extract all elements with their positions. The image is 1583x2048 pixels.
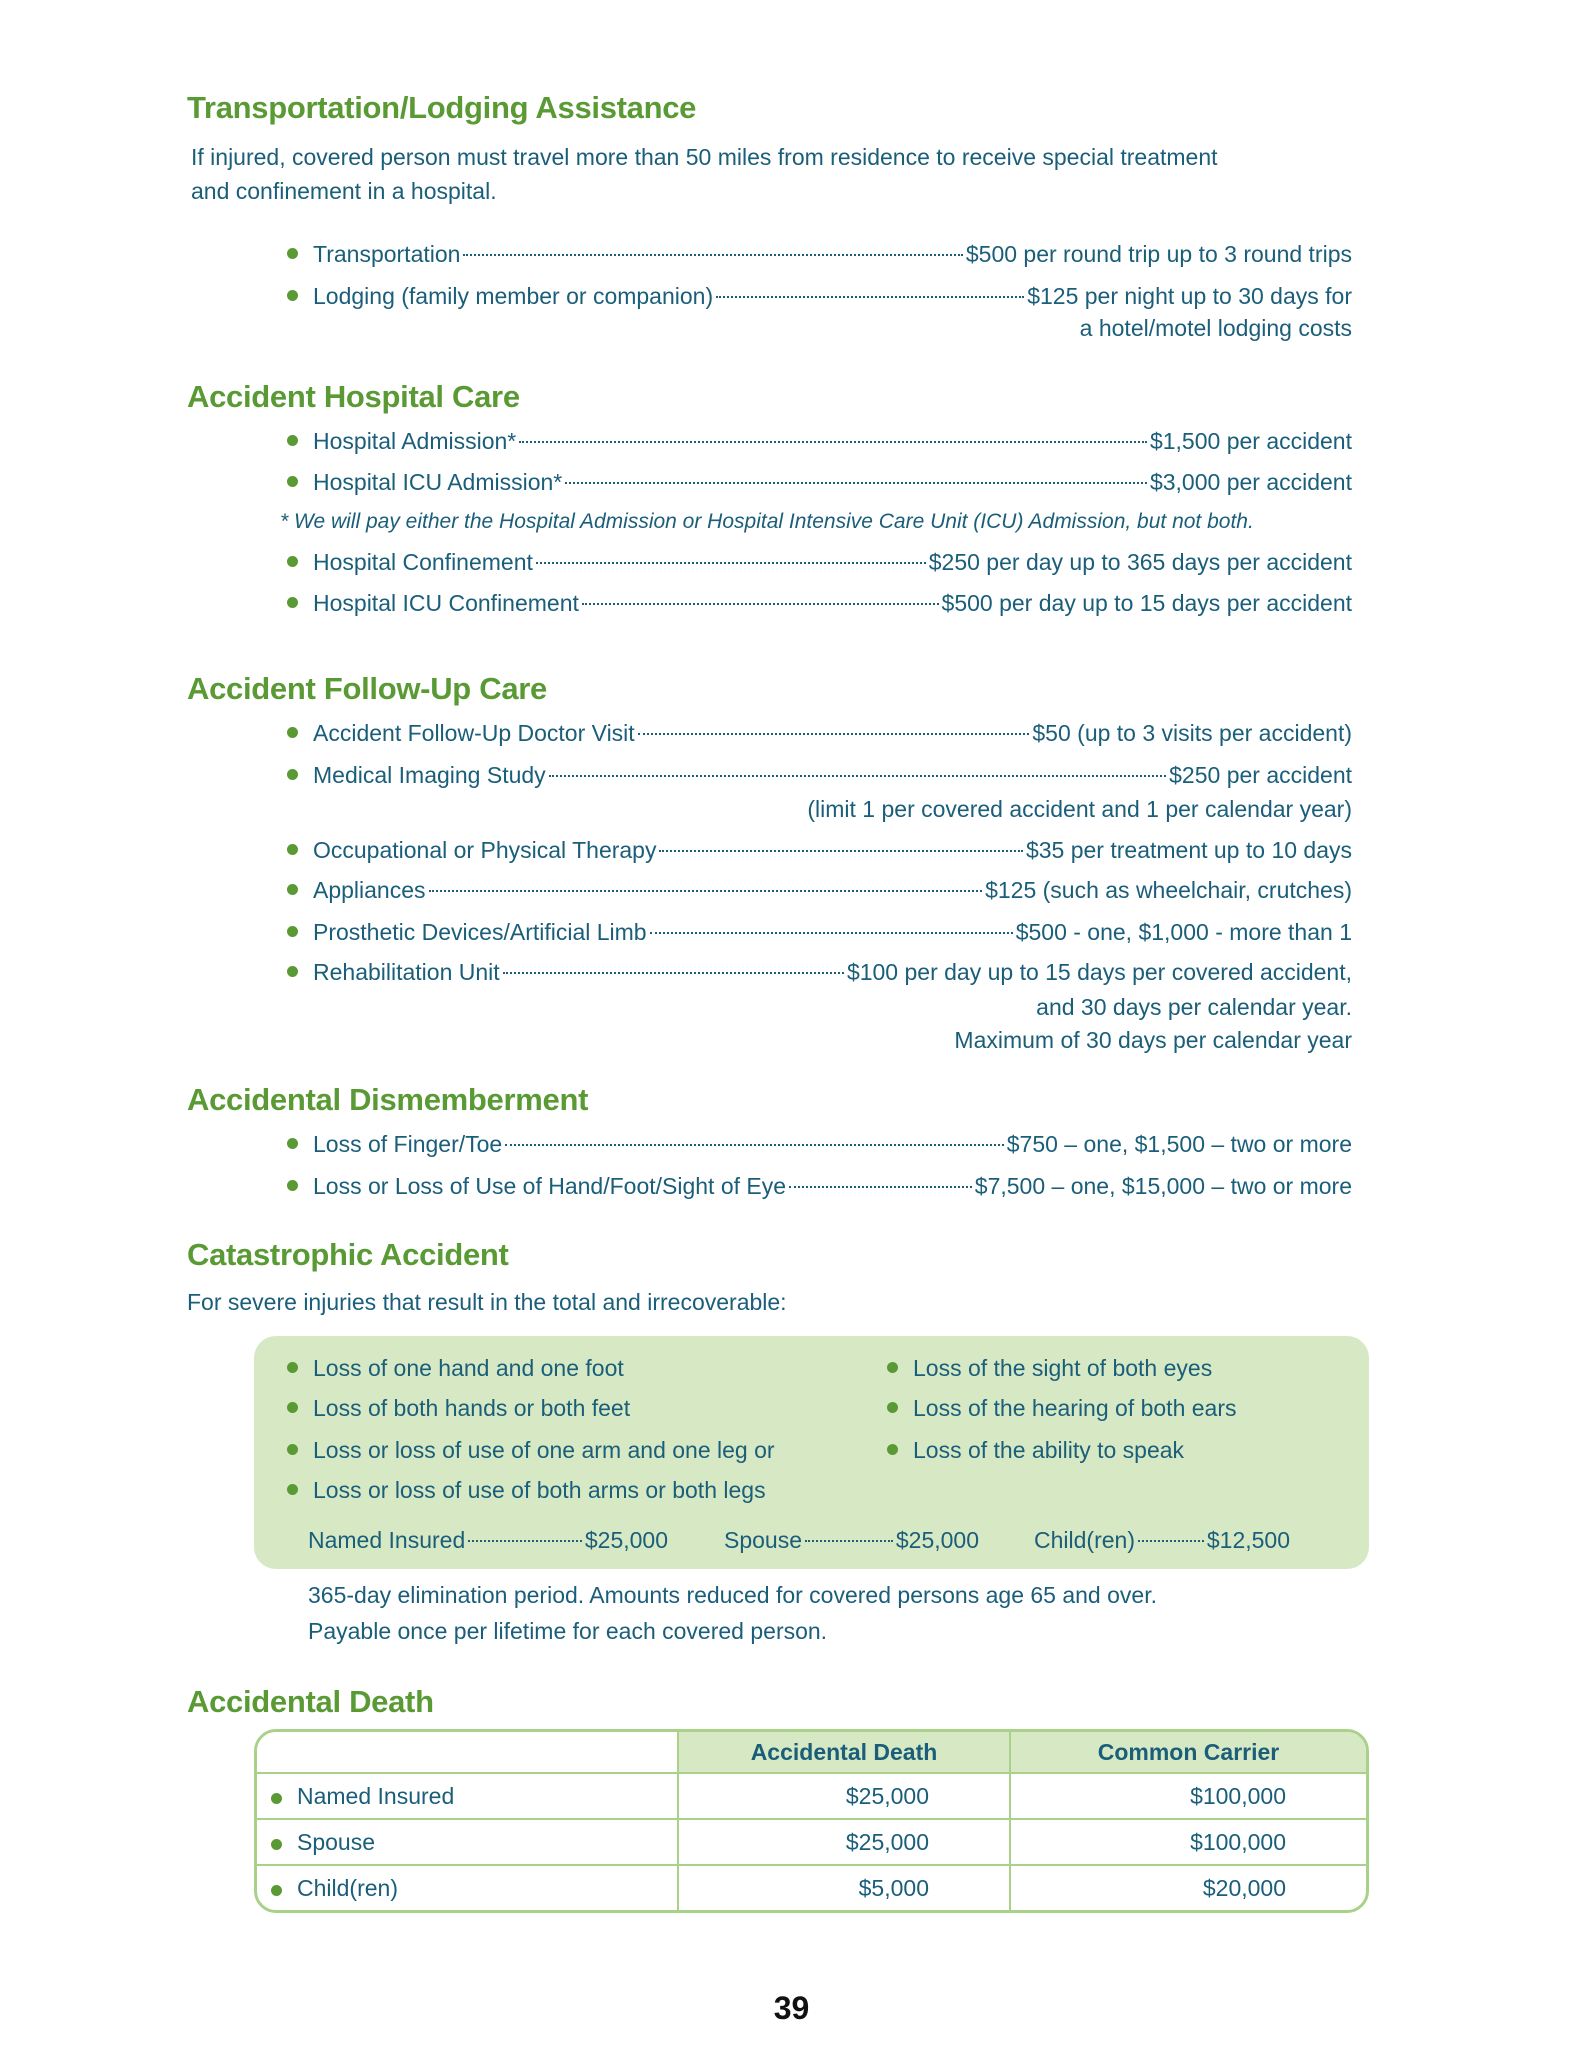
- section-heading-dismemberment: Accidental Dismemberment: [187, 1082, 589, 1117]
- dot-leader: [650, 932, 1013, 934]
- benefit-label: Prosthetic Devices/Artificial Limb: [313, 919, 647, 945]
- bullet-icon: [287, 769, 298, 780]
- benefit-row: [287, 237, 1352, 271]
- bullet-icon: [287, 727, 298, 738]
- condition-label: Loss of both hands or both feet: [313, 1395, 631, 1421]
- benefit-label: Transportation: [313, 241, 461, 267]
- bullet-icon: [287, 248, 298, 259]
- benefit-label: Appliances: [313, 877, 426, 903]
- benefit-value: $100 per day up to 15 days per covered accident,: [846, 959, 1352, 985]
- dot-leader: [582, 603, 939, 605]
- benefit-row: [287, 915, 1352, 949]
- bullet-icon: [271, 1839, 282, 1850]
- benefit-row: [287, 833, 1352, 867]
- benefit-value: $50 (up to 3 visits per accident): [1032, 720, 1352, 746]
- amount-named-insured: [308, 1523, 668, 1557]
- dot-leader: [463, 254, 962, 256]
- bullet-icon: [287, 435, 298, 446]
- bullet-icon: [287, 1362, 298, 1373]
- section-heading-catastrophic: Catastrophic Accident: [187, 1237, 509, 1272]
- benefit-label: Occupational or Physical Therapy: [313, 837, 657, 863]
- bullet-icon: [287, 884, 298, 895]
- benefit-value: $125 per night up to 30 days for: [1027, 283, 1352, 309]
- benefit-row: [287, 1169, 1352, 1203]
- bullet-icon: [287, 1444, 298, 1455]
- table-header: [257, 1732, 677, 1772]
- accidental-death-table: [254, 1729, 1369, 1913]
- benefit-value: $35 per treatment up to 10 days: [1025, 837, 1352, 863]
- section-heading-transportation: Transportation/Lodging Assistance: [187, 90, 697, 125]
- benefit-value-cont: a hotel/motel lodging costs: [1079, 315, 1352, 341]
- benefit-value: $500 per day up to 15 days per accident: [941, 590, 1352, 616]
- table-header: Common Carrier: [1009, 1732, 1366, 1772]
- benefit-value: $125 (such as wheelchair, crutches): [985, 877, 1352, 903]
- dot-leader: [519, 441, 1147, 443]
- condition-item: [887, 1391, 1237, 1425]
- amount-label: Spouse: [724, 1527, 803, 1553]
- table-header-row: [257, 1732, 1366, 1772]
- benefit-row: [287, 873, 1352, 907]
- intro-text: and confinement in a hospital.: [191, 178, 497, 204]
- dot-leader: [536, 562, 926, 564]
- footnote: * We will pay either the Hospital Admission or Hospital Intensive Care Unit (ICU) Admission, but not both.: [280, 510, 1254, 533]
- row-label: Named Insured: [297, 1782, 455, 1809]
- intro-text: For severe injuries that result in the total and irrecoverable:: [187, 1289, 787, 1315]
- benefit-value: $500 per round trip up to 3 round trips: [965, 241, 1352, 267]
- dot-leader: [429, 890, 983, 892]
- amount-value: $25,000: [895, 1527, 979, 1553]
- condition-label: Loss of the ability to speak: [913, 1437, 1185, 1463]
- row-label: Child(ren): [297, 1874, 398, 1901]
- benefit-row: [287, 758, 1352, 792]
- benefit-value: $250 per day up to 365 days per accident: [928, 549, 1352, 575]
- dot-leader: [1138, 1540, 1204, 1542]
- benefit-label: Hospital Confinement: [313, 549, 533, 575]
- benefit-value: $750 – one, $1,500 – two or more: [1006, 1131, 1352, 1157]
- benefit-label: Lodging (family member or companion): [313, 283, 714, 309]
- benefit-value-cont: (limit 1 per covered accident and 1 per calendar year): [807, 796, 1352, 822]
- bullet-icon: [287, 844, 298, 855]
- benefit-value: $250 per accident: [1169, 762, 1352, 788]
- benefit-label: Hospital Admission*: [313, 428, 517, 454]
- benefit-value: $7,500 – one, $15,000 – two or more: [974, 1173, 1352, 1199]
- dot-leader: [789, 1186, 972, 1188]
- benefit-value-cont: Maximum of 30 days per calendar year: [954, 1027, 1352, 1053]
- bullet-icon: [287, 966, 298, 977]
- benefit-label: Hospital ICU Admission*: [313, 469, 563, 495]
- carrier-value: $100,000: [1009, 1818, 1366, 1864]
- table-row: [257, 1772, 1366, 1818]
- amount-label: Named Insured: [308, 1527, 466, 1553]
- intro-text: If injured, covered person must travel more than 50 miles from residence to receive special treatment: [191, 144, 1218, 170]
- death-value: $5,000: [677, 1864, 1009, 1910]
- bullet-icon: [287, 556, 298, 567]
- bullet-icon: [271, 1885, 282, 1896]
- dot-leader: [468, 1540, 582, 1542]
- bullet-icon: [287, 1484, 298, 1495]
- table-row: [257, 1818, 1366, 1864]
- benefit-value: $500 - one, $1,000 - more than 1: [1015, 919, 1352, 945]
- bullet-icon: [887, 1362, 898, 1373]
- amount-value: $25,000: [584, 1527, 668, 1553]
- catastrophic-note: 365-day elimination period. Amounts reduced for covered persons age 65 and over.: [308, 1582, 1157, 1608]
- amount-spouse: [724, 1523, 979, 1557]
- dot-leader: [638, 733, 1030, 735]
- amount-children: [1034, 1523, 1290, 1557]
- bullet-icon: [887, 1402, 898, 1413]
- benefit-label: Rehabilitation Unit: [313, 959, 500, 985]
- condition-item: [887, 1433, 1184, 1467]
- bullet-icon: [287, 1138, 298, 1149]
- condition-label: Loss of one hand and one foot: [313, 1355, 624, 1381]
- benefit-label: Loss or Loss of Use of Hand/Foot/Sight of Eye: [313, 1173, 787, 1199]
- condition-item: [887, 1351, 1212, 1385]
- bullet-icon: [287, 1180, 298, 1191]
- bullet-icon: [287, 476, 298, 487]
- death-value: $25,000: [677, 1772, 1009, 1818]
- benefit-row: [287, 1127, 1352, 1161]
- benefit-label: Medical Imaging Study: [313, 762, 546, 788]
- section-heading-hospital: Accident Hospital Care: [187, 379, 520, 414]
- bullet-icon: [287, 290, 298, 301]
- section-heading-followup: Accident Follow-Up Care: [187, 671, 547, 706]
- benefit-label: Hospital ICU Confinement: [313, 590, 579, 616]
- dot-leader: [505, 1144, 1004, 1146]
- carrier-value: $20,000: [1009, 1864, 1366, 1910]
- benefit-row: [287, 545, 1352, 579]
- condition-label: Loss of the hearing of both ears: [913, 1395, 1237, 1421]
- dot-leader: [565, 482, 1147, 484]
- table-header: Accidental Death: [677, 1732, 1009, 1772]
- bullet-icon: [287, 597, 298, 608]
- dot-leader: [716, 296, 1024, 298]
- bullet-icon: [271, 1793, 282, 1804]
- carrier-value: $100,000: [1009, 1772, 1366, 1818]
- page-number: 39: [773, 1990, 810, 2026]
- benefit-row: [287, 716, 1352, 750]
- benefit-row: [287, 424, 1352, 458]
- dot-leader: [503, 972, 844, 974]
- dot-leader: [659, 850, 1022, 852]
- condition-label: Loss of the sight of both eyes: [913, 1355, 1213, 1381]
- dot-leader: [549, 775, 1166, 777]
- benefit-value: $3,000 per accident: [1149, 469, 1352, 495]
- benefit-row: [287, 279, 1352, 313]
- benefit-value: $1,500 per accident: [1149, 428, 1352, 454]
- condition-label: Loss or loss of use of one arm and one leg or: [313, 1437, 775, 1463]
- benefit-row: [287, 465, 1352, 499]
- condition-item: [287, 1433, 775, 1467]
- benefit-label: Accident Follow-Up Doctor Visit: [313, 720, 635, 746]
- table-row: [257, 1864, 1366, 1910]
- benefit-row: [287, 955, 1352, 989]
- catastrophic-note: Payable once per lifetime for each covered person.: [308, 1618, 828, 1644]
- death-value: $25,000: [677, 1818, 1009, 1864]
- condition-item: [287, 1391, 630, 1425]
- bullet-icon: [287, 1402, 298, 1413]
- benefit-row: [287, 586, 1352, 620]
- amount-value: $12,500: [1206, 1527, 1290, 1553]
- bullet-icon: [887, 1444, 898, 1455]
- condition-label: Loss or loss of use of both arms or both legs: [313, 1477, 766, 1503]
- benefit-label: Loss of Finger/Toe: [313, 1131, 503, 1157]
- condition-item: [287, 1473, 766, 1507]
- benefit-value-cont: and 30 days per calendar year.: [1036, 994, 1352, 1020]
- condition-item: [287, 1351, 624, 1385]
- dot-leader: [805, 1540, 893, 1542]
- row-label: Spouse: [297, 1828, 376, 1855]
- section-heading-death: Accidental Death: [187, 1684, 434, 1719]
- amount-label: Child(ren): [1034, 1527, 1135, 1553]
- bullet-icon: [287, 926, 298, 937]
